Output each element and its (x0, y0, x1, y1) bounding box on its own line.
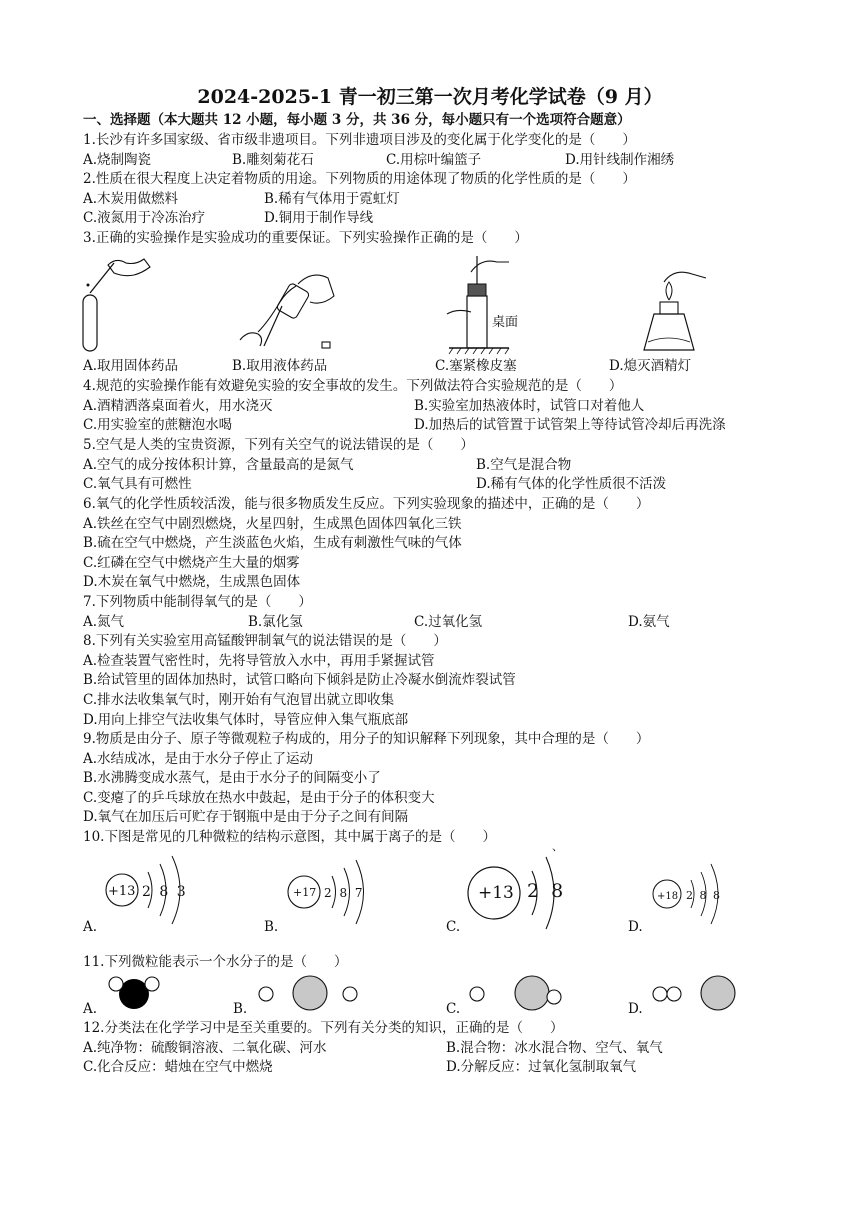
desk-label: 桌面 (492, 315, 519, 330)
question-4-stem: 4.规范的实验操作能有效避免实验的安全事故的发生。下列做法符合实验规范的是（ ） (83, 378, 623, 394)
question-2-option-d[interactable]: D.铜用于制作导线 (264, 210, 374, 226)
question-8-option-a[interactable]: A.检查装置气密性时，先将导管放入水中，再用手紧握试管 (83, 653, 435, 669)
question-4-option-a[interactable]: A.酒精洒落桌面着火，用水浇灭 (83, 398, 273, 414)
question-6-stem: 6.氧气的化学性质较活泼，能与很多物质发生反应。下列实验现象的描述中，正确的是（ ） (83, 496, 650, 512)
question-5-option-c[interactable]: C.氧气具有可燃性 (83, 476, 192, 492)
question-1-stem: 1.长沙有许多国家级、省市级非遗项目。下列非遗项目涉及的变化属于化学变化的是（ ） (83, 132, 636, 148)
question-9-stem: 9.物质是由分子、原子等微观粒子构成的，用分子的知识解释下列现象，其中合理的是（ ） (83, 731, 650, 747)
question-7-stem: 7.下列物质中能制得氧气的是（ ） (83, 594, 312, 610)
question-3-stem: 3.正确的实验操作是实验成功的重要保证。下列实验操作正确的是（ ） (83, 230, 528, 246)
question-7-option-a[interactable]: A.氮气 (83, 614, 125, 630)
atom-d-shells: 2 8 8 (686, 889, 720, 902)
question-12-option-a[interactable]: A.纯净物：硫酸铜溶液、二氧化碳、河水 (83, 1040, 327, 1056)
question-3-option-b[interactable]: B.取用液体药品 (232, 358, 328, 374)
question-11-option-d[interactable]: D. (628, 1001, 643, 1017)
question-8-option-c[interactable]: C.排水法收集氧气时，刚开始有气泡冒出就立即收集 (83, 692, 395, 708)
atom-c-shells: 2 8 (527, 880, 564, 902)
alcohol-lamp-illustration (634, 262, 714, 354)
question-1-option-a[interactable]: A.烧制陶瓷 (83, 152, 152, 168)
atom-b-nucleus: +17 (293, 886, 317, 899)
question-11-stem: 11.下列微粒能表示一个水分子的是（ ） (83, 954, 348, 970)
question-8-stem: 8.下列有关实验室用高锰酸钾制氧气的说法错误的是（ ） (83, 633, 447, 649)
question-5-option-b[interactable]: B.空气是混合物 (476, 457, 572, 473)
question-4-option-c[interactable]: C.用实验室的蔗糖泡水喝 (83, 417, 233, 433)
molecule-b (255, 974, 365, 1014)
question-8-option-d[interactable]: D.用向上排空气法收集气体时，导管应伸入集气瓶底部 (83, 712, 409, 728)
question-12-option-b[interactable]: B.混合物：冰水混合物、空气、氧气 (446, 1040, 663, 1056)
question-3-option-a[interactable]: A.取用固体药品 (83, 358, 179, 374)
question-10-option-d[interactable]: D. (628, 919, 643, 935)
solid-reagent-illustration (78, 255, 158, 355)
molecule-d (648, 974, 748, 1014)
atom-a-nucleus: +13 (108, 884, 136, 899)
question-1-option-b[interactable]: B.雕刻菊花石 (232, 152, 314, 168)
question-12-option-c[interactable]: C.化合反应：蜡烛在空气中燃烧 (83, 1059, 273, 1075)
question-4-option-b[interactable]: B.实验室加热液体时，试管口对着他人 (414, 398, 645, 414)
question-3-option-c[interactable]: C.塞紧橡皮塞 (435, 358, 517, 374)
question-2-option-a[interactable]: A.木炭用做燃料 (83, 191, 179, 207)
question-6-option-d[interactable]: D.木炭在氧气中燃烧，生成黑色固体 (83, 574, 301, 590)
question-12-option-d[interactable]: D.分解反应：过氧化氢制取氧气 (446, 1059, 637, 1075)
stray-mark: 、 (552, 840, 563, 853)
atom-a-shells: 2 8 3 (142, 884, 186, 900)
question-11-option-b[interactable]: B. (233, 1001, 248, 1017)
question-7-option-d[interactable]: D.氨气 (628, 614, 670, 630)
question-4-option-d[interactable]: D.加热后的试管置于试管架上等待试管冷却后再洗涤 (414, 417, 726, 433)
atom-d-nucleus: +18 (657, 891, 679, 902)
question-2-option-c[interactable]: C.液氮用于冷冻治疗 (83, 210, 206, 226)
question-6-option-a[interactable]: A.铁丝在空气中剧烈燃烧，火星四射，生成黑色固体四氧化三铁 (83, 516, 462, 532)
rubber-stopper-illustration (445, 252, 535, 354)
question-6-option-c[interactable]: C.红磷在空气中燃烧产生大量的烟雾 (83, 555, 300, 571)
question-10-stem: 10.下图是常见的几种微粒的结构示意图，其中属于离子的是（ ） (83, 829, 496, 845)
liquid-reagent-illustration (238, 262, 338, 354)
question-9-option-d[interactable]: D.氧气在加压后可贮存于钢瓶中是由于分子之间有间隔 (83, 809, 409, 825)
question-5-stem: 5.空气是人类的宝贵资源，下列有关空气的说法错误的是（ ） (83, 437, 474, 453)
atom-b-shells: 2 8 7 (324, 886, 363, 900)
molecule-a (100, 974, 160, 1014)
atom-c-nucleus: +13 (478, 883, 514, 903)
question-6-option-b[interactable]: B.硫在空气中燃烧，产生淡蓝色火焰，生成有刺激性气味的气体 (83, 535, 462, 551)
question-1-option-c[interactable]: C.用棕叶编篮子 (386, 152, 482, 168)
question-1-option-d[interactable]: D.用针线制作湘绣 (565, 152, 675, 168)
question-7-option-b[interactable]: B.氯化氢 (248, 614, 303, 630)
question-10-option-a[interactable]: A. (83, 919, 98, 935)
question-9-option-a[interactable]: A.水结成冰，是由于水分子停止了运动 (83, 751, 314, 767)
question-11-option-a[interactable]: A. (83, 1001, 98, 1017)
page-title: 2024-2025-1 青一初三第一次月考化学试卷（9 月） (197, 86, 663, 108)
question-5-option-a[interactable]: A.空气的成分按体积计算，含量最高的是氮气 (83, 457, 354, 473)
question-5-option-d[interactable]: D.稀有气体的化学性质很不活泼 (476, 476, 667, 492)
question-10-option-c[interactable]: C. (446, 919, 461, 935)
question-3-option-d[interactable]: D.熄灭酒精灯 (609, 358, 692, 374)
section-heading: 一、选择题（本大题共 12 小题，每小题 3 分，共 36 分，每小题只有一个选项符合题意） (83, 112, 631, 128)
question-12-stem: 12.分类法在化学学习中是至关重要的。下列有关分类的知识，正确的是（ ） (83, 1020, 564, 1036)
question-2-stem: 2.性质在很大程度上决定着物质的用途。下列物质的用途体现了物质的化学性质的是（ ） (83, 171, 636, 187)
question-7-option-c[interactable]: C.过氧化氢 (414, 614, 483, 630)
question-8-option-b[interactable]: B.给试管里的固体加热时，试管口略向下倾斜是防止冷凝水倒流炸裂试管 (83, 672, 516, 688)
question-9-option-b[interactable]: B.水沸腾变成水蒸气，是由于水分子的间隔变小了 (83, 770, 381, 786)
molecule-c (466, 974, 566, 1014)
question-2-option-b[interactable]: B.稀有气体用于霓虹灯 (264, 191, 400, 207)
question-11-option-c[interactable]: C. (446, 1001, 461, 1017)
question-10-option-b[interactable]: B. (264, 919, 279, 935)
question-9-option-c[interactable]: C.变瘪了的乒乓球放在热水中鼓起，是由于分子的体积变大 (83, 790, 435, 806)
